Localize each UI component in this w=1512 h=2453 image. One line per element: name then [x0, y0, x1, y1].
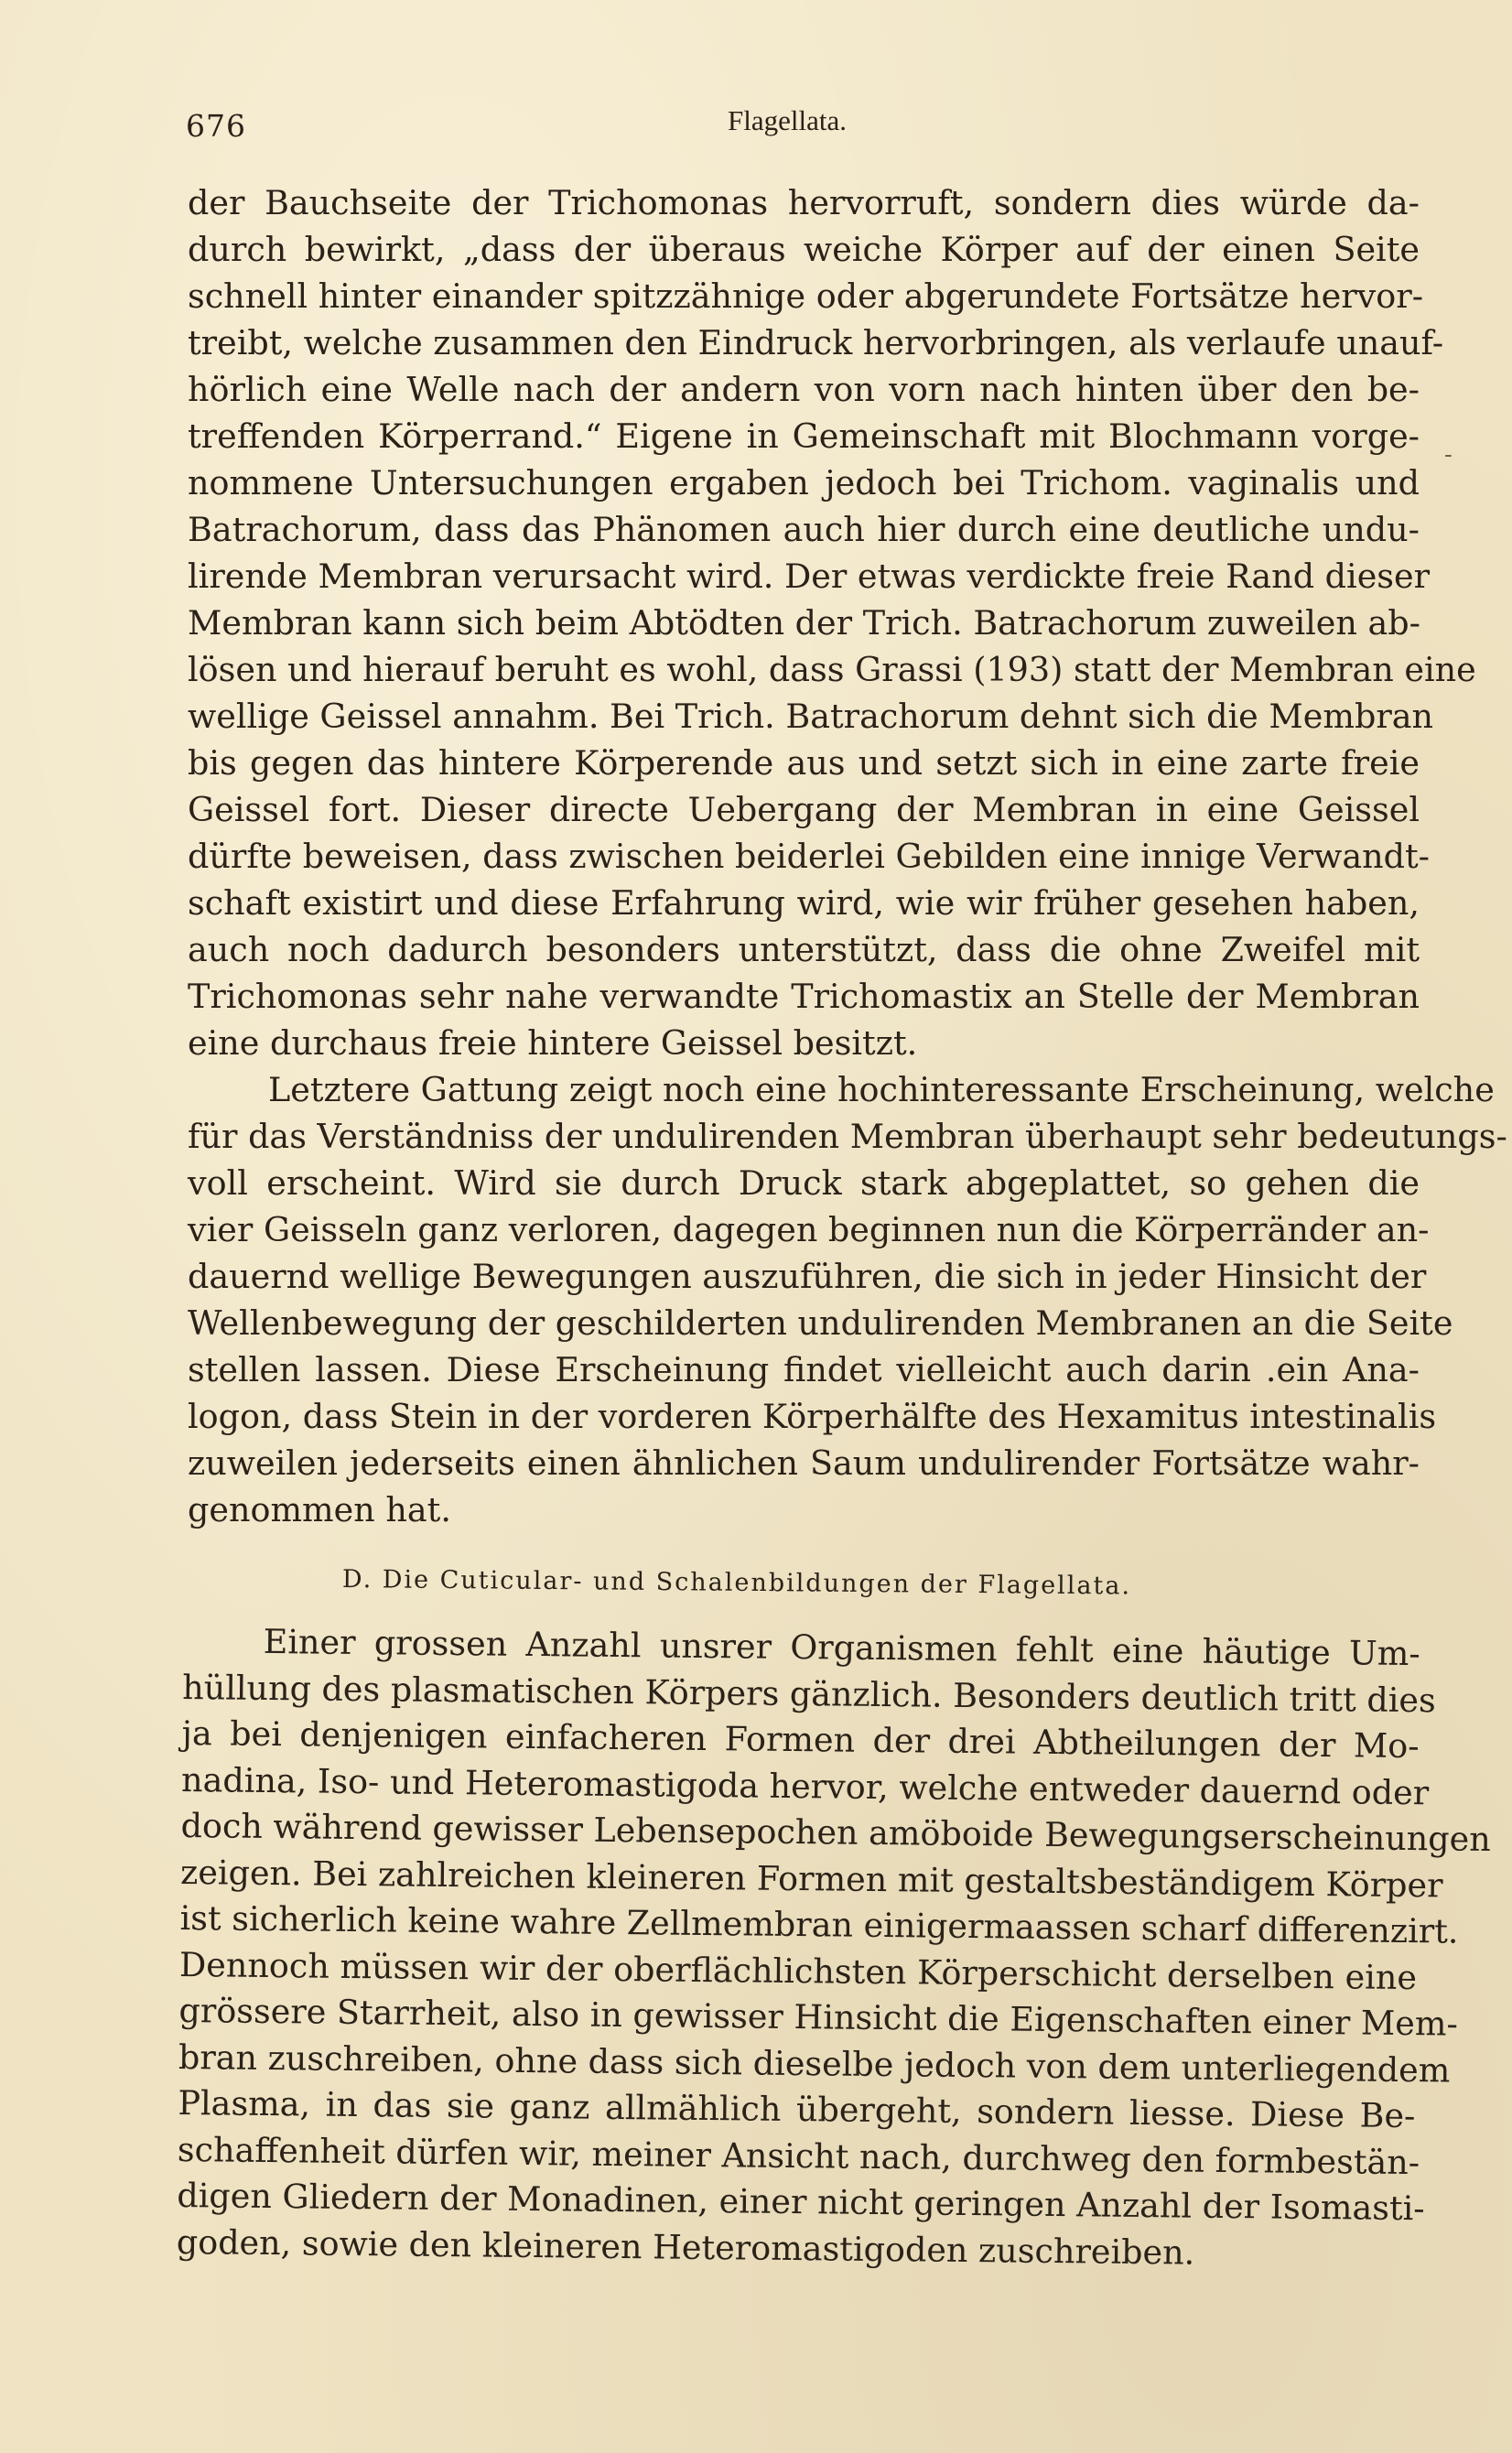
text-line: doch während gewisser Lebensepochen amöboide Bewegungserscheinungen	[180, 1805, 1492, 1859]
text-line: Letztere Gattung zeigt noch eine hochinteressante Erscheinung, welche	[268, 1070, 1495, 1109]
text-line: schaft existirt und diese Erfahrung wird, wie wir früher gesehen haben,	[188, 883, 1420, 923]
text-line: ist sicherlich keine wahre Zellmembran einigermaassen scharf differenzirt.	[179, 1897, 1459, 1951]
running-head: Flagellata.	[728, 104, 847, 136]
paragraph-cuticular	[176, 1618, 1492, 2278]
lower-text-block	[176, 1618, 1492, 2278]
section-heading: D. Die Cuticular- und Schalenbildungen der Flagellata.	[341, 1565, 1132, 1601]
text-line: schaffenheit dürfen wir, meiner Ansicht nach, durchweg den formbestän-	[177, 2129, 1420, 2182]
text-line: grössere Starrheit, also in gewisser Hinsicht die Eigenschaften einer Mem-	[178, 1990, 1459, 2044]
text-line: hörlich eine Welle nach der andern von vorn nach hinten über den be-	[188, 370, 1420, 409]
text-line: voll erscheint. Wird sie durch Druck stark abgeplattet, so gehen die	[188, 1163, 1420, 1203]
text-line: treffenden Körperrand.“ Eigene in Gemeinschaft mit Blochmann vorge-	[188, 416, 1420, 456]
text-line: vier Geisseln ganz verloren, dagegen beginnen nun die Körperränder an-	[188, 1210, 1430, 1249]
text-line: zeigen. Bei zahlreichen kleineren Formen mit gestaltsbeständigem Körper	[179, 1852, 1443, 1905]
text-line: nadina, Iso- und Heteromastigoda hervor, welche entweder dauernd oder	[180, 1759, 1430, 1812]
text-line: durch bewirkt, „dass der überaus weiche Körper auf der einen Seite	[188, 230, 1420, 269]
text-line: Wellenbewegung der geschilderten undulirenden Membranen an die Seite	[188, 1303, 1453, 1343]
text-line: Membran kann sich beim Abtödten der Trich. Batrachorum zuweilen ab-	[188, 603, 1420, 643]
text-line: digen Gliedern der Monadinen, einer nicht geringen Anzahl der Isomasti-	[177, 2175, 1425, 2229]
text-line: treibt, welche zusammen den Eindruck hervorbringen, als verlaufe unauf-	[188, 323, 1444, 362]
text-line: Batrachorum, dass das Phänomen auch hier durch eine deutliche undu-	[188, 510, 1420, 549]
text-line: lösen und hierauf beruht es wohl, dass Grassi (193) statt der Membran eine	[188, 650, 1476, 689]
paragraph-trichomonas	[188, 179, 1476, 1066]
text-line: bran zuschreiben, ohne dass sich dieselbe jedoch von dem unterliegendem	[178, 2037, 1451, 2091]
text-line: Plasma, in das sie ganz allmählich übergeht, sondern liesse. Diese Be-	[178, 2082, 1416, 2136]
text-line: hüllung des plasmatischen Körpers gänzlich. Besonders deutlich tritt dies	[181, 1667, 1436, 1720]
text-line: goden, sowie den kleineren Heteromastigoden zuschreiben.	[176, 2221, 1195, 2273]
text-line: genommen hat.	[188, 1490, 451, 1529]
text-line: eine durchaus freie hintere Geissel besitzt.	[188, 1023, 918, 1063]
text-line: wellige Geissel annahm. Bei Trich. Batrachorum dehnt sich die Membran	[188, 697, 1434, 736]
text-line: bis gegen das hintere Körperende aus und setzt sich in eine zarte freie	[188, 743, 1420, 783]
text-line: dauernd wellige Bewegungen auszuführen, die sich in jeder Hinsicht der	[188, 1257, 1427, 1296]
margin-mark: -	[1444, 441, 1453, 469]
text-line: für das Verständniss der undulirenden Membran überhaupt sehr bedeutungs-	[188, 1117, 1507, 1156]
text-line: Einer grossen Anzahl unsrer Organismen fehlt eine häutige Um-	[263, 1621, 1420, 1674]
text-line: dürfte beweisen, dass zwischen beiderlei Gebilden eine innige Verwandt-	[188, 837, 1430, 876]
text-line: ja bei denjenigen einfacheren Formen der drei Abtheilungen der Mo-	[181, 1713, 1420, 1767]
text-line: Geissel fort. Dieser directe Uebergang der Membran in eine Geissel	[188, 790, 1420, 829]
text-line: lirende Membran verursacht wird. Der etwas verdickte freie Rand dieser	[188, 557, 1431, 596]
text-line: Dennoch müssen wir der oberflächlichsten Körperschicht derselben eine	[178, 1944, 1418, 1997]
text-line: Trichomonas sehr nahe verwandte Trichomastix an Stelle der Membran	[188, 977, 1420, 1016]
text-line: auch noch dadurch besonders unterstützt, dass die ohne Zweifel mit	[188, 930, 1420, 969]
paragraph-trichomastix	[188, 1066, 1507, 1533]
text-line: der Bauchseite der Trichomonas hervorruft, sondern dies würde da-	[188, 183, 1420, 222]
text-line: zuweilen jederseits einen ähnlichen Saum undulirender Fortsätze wahr-	[188, 1443, 1420, 1483]
text-line: nommene Untersuchungen ergaben jedoch bei Trichom. vaginalis und	[188, 463, 1420, 502]
upper-text-block	[188, 179, 1507, 1533]
text-line: logon, dass Stein in der vorderen Körperhälfte des Hexamitus intestinalis	[188, 1397, 1437, 1436]
text-line: stellen lassen. Diese Erscheinung findet vielleicht auch darin .ein Ana-	[188, 1350, 1420, 1389]
page-number: 676	[186, 108, 246, 144]
text-line: schnell hinter einander spitzzähnige oder abgerundete Fortsätze hervor-	[188, 276, 1424, 316]
